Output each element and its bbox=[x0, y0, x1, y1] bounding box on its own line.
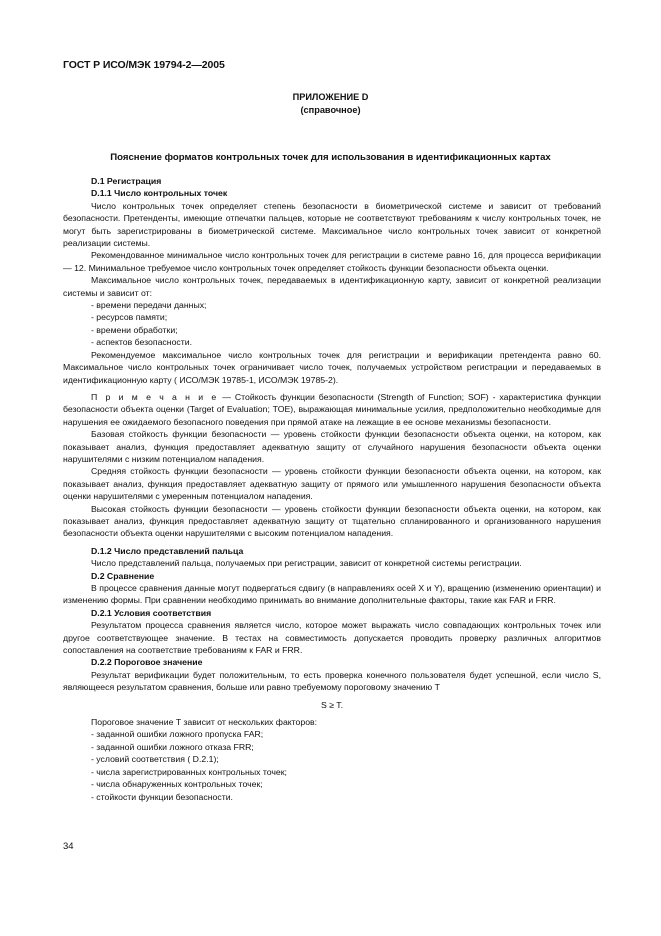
paragraph: Рекомендованное минимальное число контрольных точек для регистрации в системе равно 16, для процесса верификации — 12. Минимальное требуемое число контрольных точек определяет стойкость функции безопасности объекта оценки. bbox=[63, 250, 601, 273]
document-body bbox=[63, 175, 601, 803]
heading-d1-2: D.1.2 Число представлений пальца bbox=[91, 545, 244, 556]
list-item: - времени передачи данных; bbox=[91, 300, 207, 311]
list-item: - ресурсов памяти; bbox=[91, 312, 168, 323]
paragraph: Базовая стойкость функции безопасности — уровень стойкости функции безопасности объекта оценки, на котором, как показывает анализ, функция предоставляет адекватную защиту от случайного нарушения безопасности объекта оценки нарушителями с низким потенциалом нападения. bbox=[63, 429, 601, 464]
heading-d1-1: D.1.1 Число контрольных точек bbox=[91, 188, 228, 199]
heading-d1: D.1 Регистрация bbox=[91, 176, 162, 186]
paragraph: Число представлений пальца, получаемых при регистрации, зависит от конкретной системы регистрации. bbox=[91, 558, 522, 569]
paragraph: Результат верификации будет положительным, то есть проверка конечного пользователя будет успешной, если число S, являющееся результатом сравнения, больше или равно требуемому пороговому значению T bbox=[63, 669, 601, 693]
heading-d2-1: D.2.1 Условия соответствия bbox=[91, 607, 212, 618]
formula: S ≥ T. bbox=[321, 699, 343, 710]
paragraph: Средняя стойкость функции безопасности — уровень стойкости функции безопасности объекта оценки, на котором, как показывает анализ, функция предоставляет адекватную защиту от прямого или умышленного нарушения безопасности объекта оценки нарушителями с умеренным потенциалом нападения. bbox=[63, 466, 601, 502]
paragraph: Результатом процесса сравнения является число, которое может выражать число совпадающих контрольных точек или другое соответствующее значение. В тестах на совместимость допускается проводить проверку различных алгоритмов сопоставления на соответствие требованиям к FAR и FRR. bbox=[63, 620, 601, 656]
note-label: П р и м е ч а н и е bbox=[91, 391, 219, 402]
heading-d2-2: D.2.2 Пороговое значение bbox=[91, 657, 203, 668]
list-item: - аспектов безопасности. bbox=[91, 337, 192, 348]
list-item: - заданной ошибки ложного отказа FRR; bbox=[91, 741, 254, 752]
appendix-subtitle: (справочное) bbox=[300, 105, 361, 115]
paragraph: Высокая стойкость функции безопасности — уровень стойкости функции безопасности объекта оценки, на котором, как показывает анализ, функция предоставляет адекватную защиту от тщательно спланированного и организованного нарушения безопасности объекта оценки нарушителями с высоким потенциалом нападения. bbox=[63, 503, 601, 539]
document-header: ГОСТ Р ИСО/МЭК 19794-2—2005 bbox=[63, 59, 225, 71]
heading-d2: D.2 Сравнение bbox=[91, 570, 155, 581]
note-text: — Стойкость функции безопасности (Strength of Function; SOF) - характеристика функции безопасности объекта оценки (Target of Evaluation; TOE), выражающая минимальные усилия, предположительно необходимые для нарушения ее ожидаемого безопасного поведения при прямой атаке на лежащие в ее основе механизмы безопасности. bbox=[63, 391, 601, 427]
paragraph: Пороговое значение T зависит от нескольких факторов: bbox=[91, 717, 318, 728]
list-item: - условий соответствия ( D.2.1); bbox=[91, 754, 219, 765]
page-number: 34 bbox=[63, 841, 74, 852]
paragraph: В процессе сравнения данные могут подвергаться сдвигу (в направлениях осей X и Y), вращению (изменению ориентации) и изменению формы. При сравнении необходимо принимать во внимание дополнительные факторы, такие как FAR и FRR. bbox=[63, 583, 601, 606]
list-item: - заданной ошибки ложного пропуска FAR; bbox=[91, 729, 264, 740]
note bbox=[63, 391, 601, 428]
section-title: Пояснение форматов контрольных точек для использования в идентификационных картах bbox=[110, 152, 551, 163]
paragraph: Максимальное число контрольных точек, передаваемых в идентификационную карту, зависит от конкретной реализации системы и зависит от: bbox=[63, 275, 601, 298]
list-item: - числа зарегистрированных контрольных точек; bbox=[91, 766, 287, 777]
appendix-title: ПРИЛОЖЕНИЕ D bbox=[292, 92, 369, 102]
list-item: - времени обработки; bbox=[91, 324, 178, 335]
paragraph: Рекомендуемое максимальное число контрольных точек для регистрации и верификации претендента равно 60. Максимальное число контрольных точек ограничивает число точек, получаемых устройством регистрации и передаваемых в идентификационную карту ( ИСО/МЭК 19785-1, ИСО/МЭК 19785-2). bbox=[63, 349, 601, 385]
paragraph: Число контрольных точек определяет степень безопасности в биометрической системе и зависит от требований безопасности. Претенденты, имеющие отпечатки пальцев, которые не соответствуют требованиям к числу контрольных точек, не могут быть зарегистрированы в биометрической системе. Максимальное число контрольных точек зависит от конкретной реализации системы. bbox=[63, 200, 601, 249]
list-item: - стойкости функции безопасности. bbox=[91, 791, 233, 802]
list-item: - числа обнаруженных контрольных точек; bbox=[91, 779, 263, 790]
